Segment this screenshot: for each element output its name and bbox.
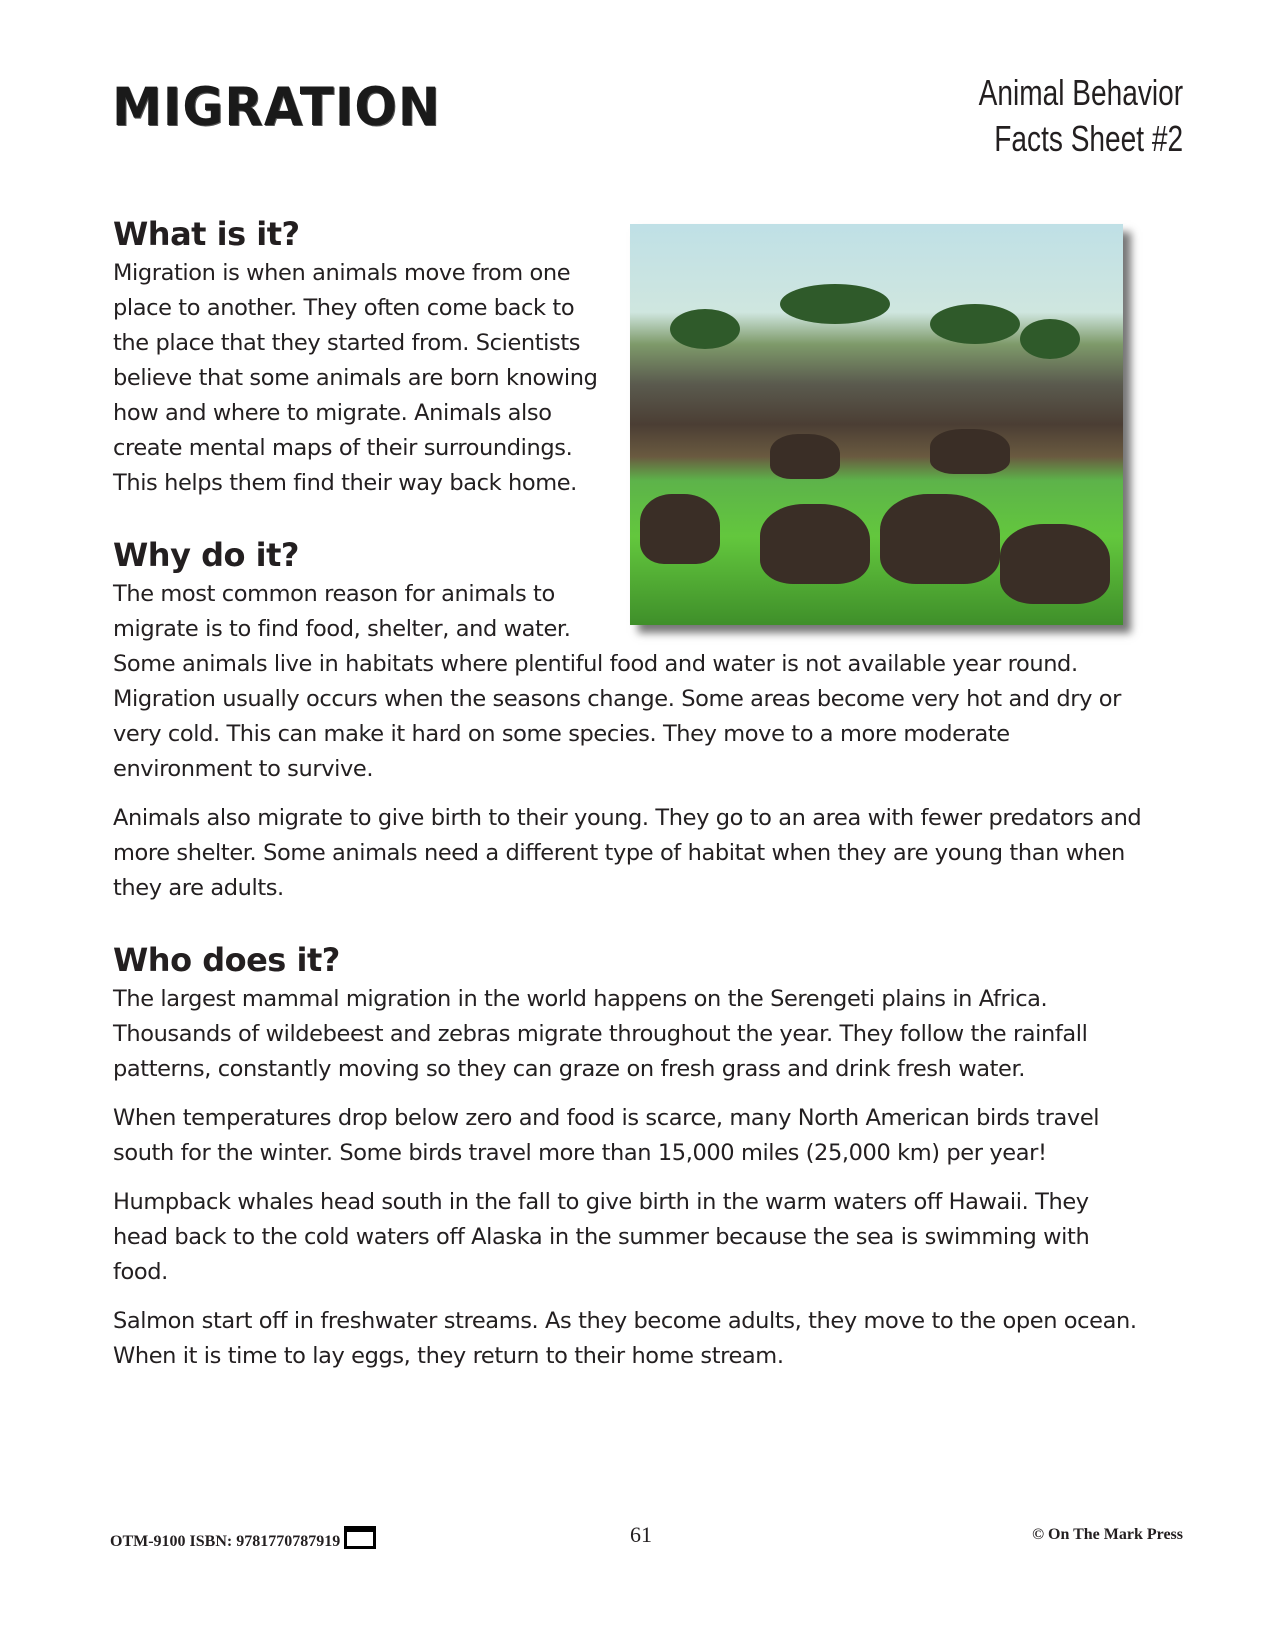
paragraph: Salmon start off in freshwater streams. As they become adults, they move to the open ocean. When it is time to lay eggs, they return to their home stream.	[113, 1308, 1137, 1369]
tree-shape	[1020, 319, 1080, 359]
publisher-credit: © On The Mark Press	[1032, 1526, 1183, 1543]
paragraph: The most common reason for animals to migrate is to find food, shelter, and water. Some animals live in habitats where plentiful food and water is not available year round. Migration usually occurs when the seasons change. Some areas become very hot and dry or very cold. This can make it hard on some species. They move to a more moderate environment to survive.	[113, 581, 1121, 782]
animal-shape	[770, 434, 840, 479]
section-heading: What is it?	[113, 215, 300, 253]
section-heading: Who does it?	[113, 941, 340, 979]
animal-shape	[930, 429, 1010, 474]
tree-shape	[670, 309, 740, 349]
paragraph: The largest mammal migration in the world happens on the Serengeti plains in Africa. Thousands of wildebeest and zebras migrate throughout the year. They follow the rainfall patterns, constantly moving so they can graze on fresh grass and drink fresh water.	[113, 986, 1088, 1082]
section-who	[113, 938, 1143, 1374]
title-line-1: Animal Behavior	[978, 72, 1183, 113]
main-content	[113, 212, 1143, 1406]
paragraph: When temperatures drop below zero and food is scarce, many North American birds travel south for the winter. Some birds travel more than 15,000 miles (25,000 km) per year!	[113, 1105, 1100, 1166]
page-number: 61	[630, 1522, 652, 1547]
paragraph: Migration is when animals move from one place to another. They often come back to the place that they started from. Scientists believe that some animals are born knowing how and where to migrate. Animals also create mental maps of their surroundings. This helps them find their way back home.	[113, 260, 598, 496]
isbn-text: OTM-9100 ISBN: 9781770787919	[110, 1533, 341, 1550]
wildebeest-herd-photo	[630, 224, 1123, 625]
paragraph: Humpback whales head south in the fall to give birth in the warm waters off Hawaii. They head back to the cold waters off Alaska in the summer because the sea is swimming with food.	[113, 1189, 1090, 1285]
section-heading: Why do it?	[113, 536, 299, 574]
animal-shape	[1000, 524, 1110, 604]
animal-shape	[880, 494, 1000, 584]
tree-shape	[780, 284, 890, 324]
publisher-logo-icon	[344, 1526, 376, 1549]
animal-shape	[760, 504, 870, 584]
tree-shape	[930, 304, 1020, 344]
page-footer	[110, 1522, 1183, 1552]
animal-shape	[640, 494, 720, 564]
paragraph: Animals also migrate to give birth to their young. They go to an area with fewer predators and more shelter. Some animals need a different type of habitat when they are young than when they are adults.	[113, 805, 1142, 901]
logo-migration: MIGRATION	[112, 76, 441, 138]
sheet-title	[979, 70, 1183, 162]
title-line-2: Facts Sheet #2	[994, 118, 1183, 159]
footer-code	[110, 1526, 376, 1551]
